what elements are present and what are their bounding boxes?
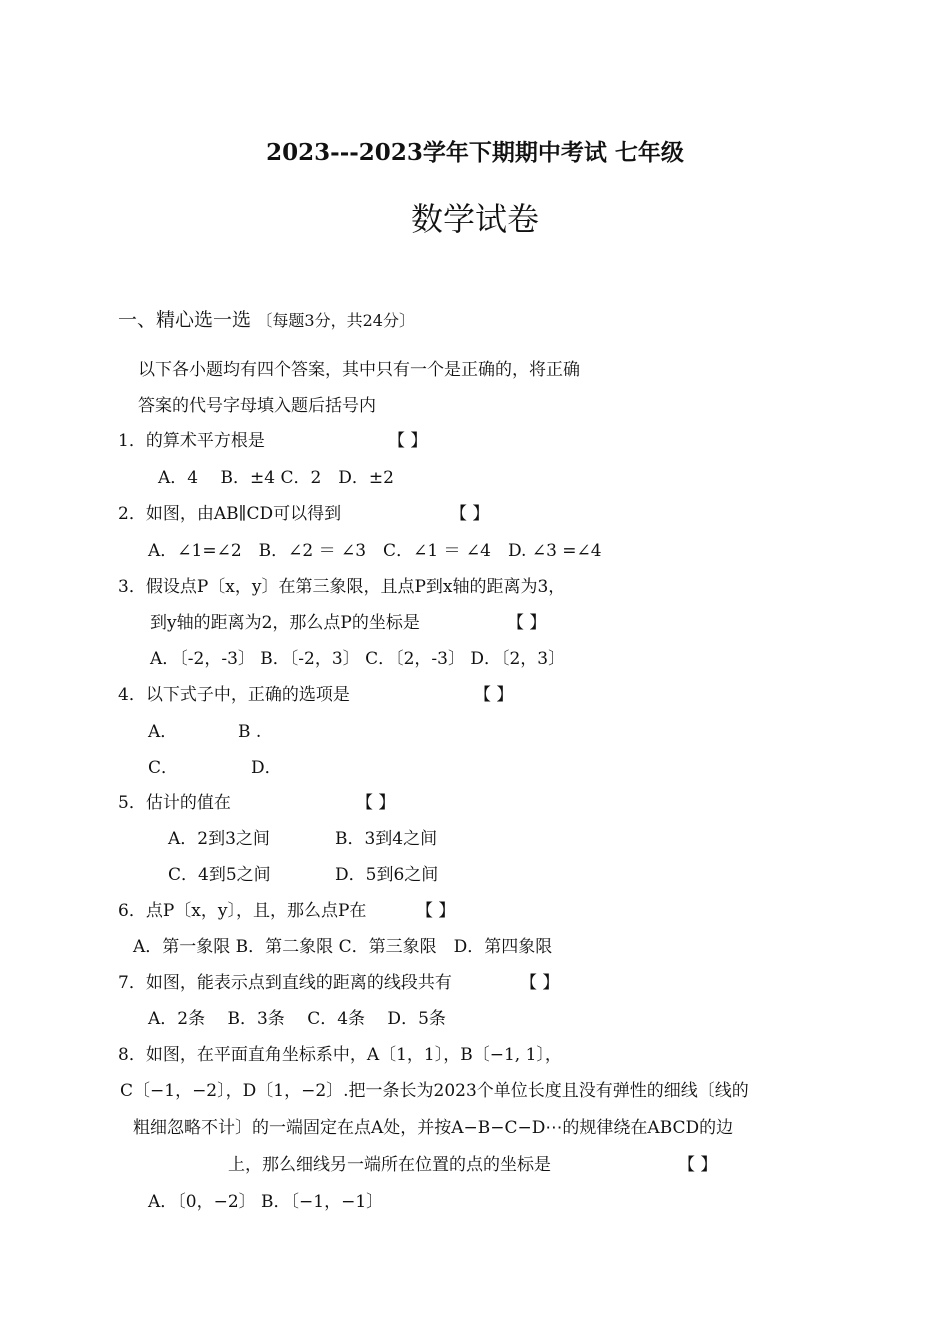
answer-bracket-8[interactable]: 【 】 xyxy=(678,1155,718,1175)
question-8-stem-line-2: C〔−1，−2〕，D〔1，−2〕.把一条长为2023个单位长度且没有弹性的细线〔线的 xyxy=(120,1081,749,1101)
answer-bracket-4[interactable]: 【 】 xyxy=(474,685,514,705)
question-5-stem: 5．估计的值在 xyxy=(118,793,231,813)
question-2-stem: 2．如图，由AB∥CD可以得到 xyxy=(118,504,342,524)
question-6-options: A．第一象限 B．第二象限 C．第三象限 D．第四象限 xyxy=(133,937,553,957)
question-7-options: A．2条 B．3条 C．4条 D．5条 xyxy=(148,1009,446,1029)
answer-bracket-5[interactable]: 【 】 xyxy=(356,793,396,813)
question-1-options: A．4 B．±4 C．2 D．±2 xyxy=(158,468,394,488)
answer-bracket-1[interactable]: 【 】 xyxy=(388,431,428,451)
question-2-options: A．∠1=∠2 B．∠2 ＝ ∠3 C．∠1 ＝ ∠4 D. ∠3 =∠4 xyxy=(148,541,602,561)
exam-subject: 数学试卷 xyxy=(410,200,539,238)
answer-bracket-6[interactable]: 【 】 xyxy=(416,901,456,921)
question-8-stem-line-3: 粗细忽略不计〕的一端固定在点A处，并按A−B−C−D⋯的规律绕在ABCD的边 xyxy=(133,1118,734,1138)
question-5-option-b: B．3到4之间 xyxy=(335,829,438,849)
question-8-stem-line-1: 8．如图，在平面直角坐标系中，A〔1，1〕，B〔−1, 1〕， xyxy=(118,1045,562,1065)
instruction-line-1: 以下各小题均有四个答案，其中只有一个是正确的，将正确 xyxy=(138,360,580,380)
question-5-option-a: A．2到3之间 xyxy=(168,829,270,849)
question-7-stem: 7．如图，能表示点到直线的距离的线段共有 xyxy=(118,973,452,993)
answer-bracket-3[interactable]: 【 】 xyxy=(507,613,547,633)
question-8-stem-line-4: 上，那么细线另一端所在位置的点的坐标是 xyxy=(228,1155,551,1175)
question-4-option-c: C． xyxy=(148,758,179,778)
question-4-option-a: A． xyxy=(148,722,178,742)
question-4-stem: 4．以下式子中，正确的选项是 xyxy=(118,685,350,705)
exam-title: 2023---2023学年下期期中考试 七年级 xyxy=(266,139,684,166)
section-title: 一、精心选一选 xyxy=(118,309,252,331)
instruction-line-2: 答案的代号字母填入题后括号内 xyxy=(138,396,376,416)
question-3-stem-line-1: 3．假设点P〔x，y〕在第三象限，且点P到x轴的距离为3， xyxy=(118,577,566,597)
question-4-option-d: D． xyxy=(251,758,282,778)
answer-bracket-7[interactable]: 【 】 xyxy=(520,973,560,993)
question-4-option-b: B . xyxy=(238,722,262,742)
question-3-options: A．〔-2，-3〕 B．〔-2，3〕 C．〔2，-3〕 D．〔2，3〕 xyxy=(150,649,566,669)
question-5-option-c: C．4到5之间 xyxy=(168,865,271,885)
question-6-stem: 6．点P〔x，y〕，且，那么点P在 xyxy=(118,901,367,921)
answer-bracket-2[interactable]: 【 】 xyxy=(450,504,490,524)
section-scoring: 〔每题3分，共24分〕 xyxy=(256,311,415,330)
question-8-options: A．〔0，−2〕 B．〔−1，−1〕 xyxy=(148,1192,384,1212)
section-heading xyxy=(118,309,415,332)
question-1-stem: 1．的算术平方根是 xyxy=(118,431,265,451)
question-5-option-d: D．5到6之间 xyxy=(335,865,439,885)
question-3-stem-line-2: 到y轴的距离为2，那么点P的坐标是 xyxy=(150,613,420,633)
